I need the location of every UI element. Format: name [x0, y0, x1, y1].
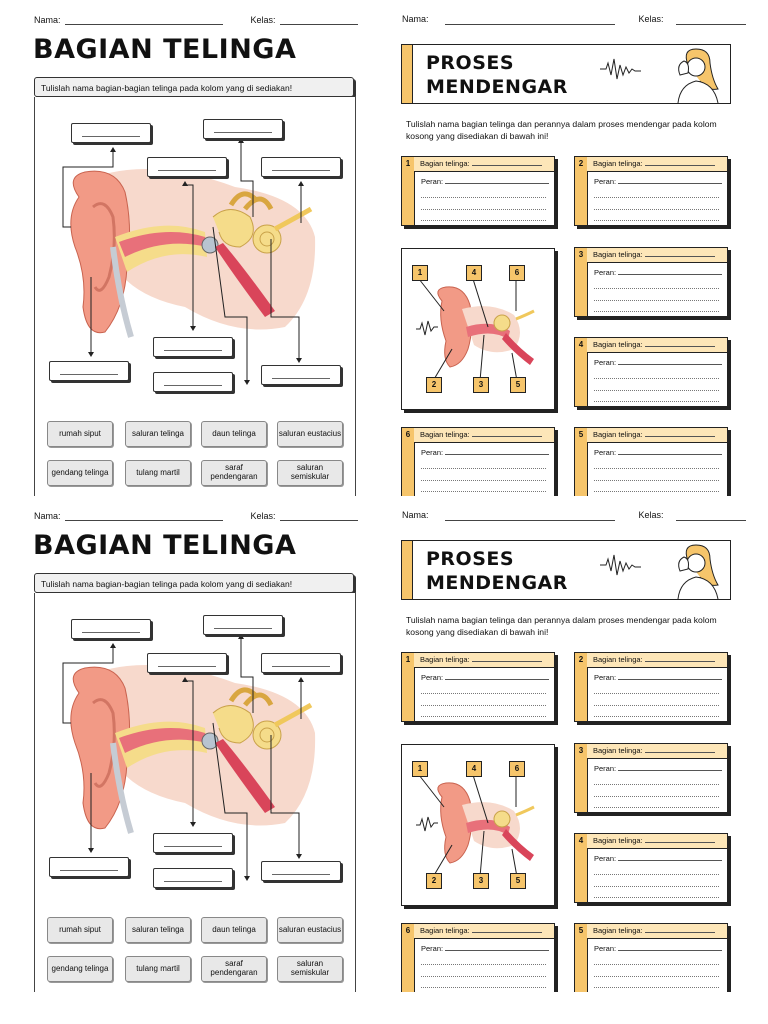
- word-chip[interactable]: saluran semiskular: [277, 460, 343, 486]
- answer-card[interactable]: [574, 156, 728, 226]
- peran-label: Peran:: [594, 448, 617, 457]
- answer-box[interactable]: [203, 615, 283, 635]
- diagram-number-tag: 2: [426, 377, 442, 393]
- bagian-label: Bagian telinga:: [420, 655, 470, 664]
- answer-box[interactable]: [71, 123, 151, 143]
- peran-label: Peran:: [594, 764, 617, 773]
- page-title: BAGIAN TELINGA: [33, 530, 297, 561]
- answer-box[interactable]: [203, 119, 283, 139]
- ear-diagram-frame: [34, 593, 356, 992]
- nama-label: Nama:: [402, 14, 429, 24]
- peran-label: Peran:: [421, 448, 444, 457]
- word-chip[interactable]: saraf pendengaran: [201, 956, 267, 982]
- peran-label: Peran:: [594, 944, 617, 953]
- word-chip[interactable]: saluran eustacius: [277, 917, 343, 943]
- bagian-label: Bagian telinga:: [593, 926, 643, 935]
- name-class-row: [402, 510, 752, 521]
- answer-card[interactable]: [574, 833, 728, 903]
- diagram-number-tag: 5: [510, 873, 526, 889]
- title-line-2: MENDENGAR: [426, 76, 568, 98]
- bagian-label: Bagian telinga:: [593, 340, 643, 349]
- diagram-number-tag: 1: [412, 265, 428, 281]
- name-class-row: [34, 510, 358, 521]
- peran-label: Peran:: [421, 673, 444, 682]
- answer-card[interactable]: [401, 156, 555, 226]
- listening-girl-illustration: [598, 45, 728, 103]
- answer-card[interactable]: [574, 923, 728, 992]
- card-number: 4: [578, 340, 584, 349]
- word-chip[interactable]: rumah siput: [47, 917, 113, 943]
- answer-box[interactable]: [261, 365, 341, 385]
- card-number: 5: [578, 926, 584, 935]
- answer-box[interactable]: [71, 619, 151, 639]
- kelas-field[interactable]: [676, 510, 746, 521]
- instruction-text: Tulislah nama bagian telinga dan perannya dalam proses mendengar pada kolom kosong yang disediakan di bawah ini!: [406, 615, 717, 637]
- word-chip[interactable]: rumah siput: [47, 421, 113, 447]
- card-number: 2: [578, 159, 584, 168]
- kelas-field[interactable]: [676, 14, 746, 25]
- peran-label: Peran:: [594, 268, 617, 277]
- answer-card[interactable]: [574, 743, 728, 813]
- answer-box[interactable]: [153, 833, 233, 853]
- word-chip[interactable]: tulang martil: [125, 460, 191, 486]
- title-line-1: PROSES: [426, 52, 515, 74]
- answer-box[interactable]: [261, 653, 341, 673]
- worksheet-proses-mendengar: [384, 0, 768, 496]
- answer-box[interactable]: [261, 157, 341, 177]
- nama-field[interactable]: [65, 510, 223, 521]
- nama-field[interactable]: [445, 510, 615, 521]
- worksheet-pair-top: [0, 0, 768, 496]
- card-number: 3: [578, 746, 584, 755]
- page-title: [426, 547, 568, 595]
- banner-accent-bar: [402, 541, 413, 599]
- name-class-row: [402, 14, 752, 25]
- word-chip[interactable]: tulang martil: [125, 956, 191, 982]
- answer-card[interactable]: [574, 337, 728, 407]
- word-chip[interactable]: saluran telinga: [125, 917, 191, 943]
- numbered-ear-diagram: [401, 744, 555, 906]
- peran-label: Peran:: [594, 358, 617, 367]
- diagram-number-tag: 1: [412, 761, 428, 777]
- diagram-number-tag: 6: [509, 761, 525, 777]
- answer-box[interactable]: [147, 157, 227, 177]
- nama-label: Nama:: [402, 510, 429, 520]
- title-banner: [401, 540, 731, 600]
- kelas-label: Kelas:: [250, 15, 276, 25]
- bagian-label: Bagian telinga:: [420, 430, 470, 439]
- diagram-number-tag: 6: [509, 265, 525, 281]
- ear-diagram-frame: [34, 97, 356, 496]
- card-number: 6: [405, 926, 411, 935]
- kelas-field[interactable]: [280, 510, 358, 521]
- peran-label: Peran:: [594, 177, 617, 186]
- word-chip[interactable]: daun telinga: [201, 421, 267, 447]
- word-chip[interactable]: saluran semiskular: [277, 956, 343, 982]
- bagian-label: Bagian telinga:: [593, 250, 643, 259]
- nama-label: Nama:: [34, 511, 61, 521]
- diagram-number-tag: 5: [510, 377, 526, 393]
- card-number: 1: [405, 655, 411, 664]
- worksheet-pair-bottom: [0, 496, 768, 1024]
- diagram-number-tag: 4: [466, 761, 482, 777]
- bagian-label: Bagian telinga:: [420, 159, 470, 168]
- diagram-number-tag: 2: [426, 873, 442, 889]
- peran-label: Peran:: [421, 944, 444, 953]
- nama-label: Nama:: [34, 15, 61, 25]
- kelas-label: Kelas:: [638, 510, 664, 520]
- instruction-text: Tulislah nama bagian telinga dan perannya dalam proses mendengar pada kolom kosong yang disediakan di bawah ini!: [406, 119, 717, 141]
- answer-card[interactable]: [574, 427, 728, 496]
- word-chip[interactable]: saluran telinga: [125, 421, 191, 447]
- card-number: 4: [578, 836, 584, 845]
- worksheet-bagian-telinga: [0, 496, 384, 992]
- peran-label: Peran:: [594, 673, 617, 682]
- diagram-number-tag: 3: [473, 377, 489, 393]
- bagian-label: Bagian telinga:: [593, 159, 643, 168]
- card-number: 6: [405, 430, 411, 439]
- diagram-number-tag: 3: [473, 873, 489, 889]
- page-title: BAGIAN TELINGA: [33, 34, 297, 65]
- answer-box[interactable]: [261, 861, 341, 881]
- kelas-field[interactable]: [280, 14, 358, 25]
- word-chip[interactable]: saraf pendengaran: [201, 460, 267, 486]
- diagram-number-tag: 4: [466, 265, 482, 281]
- bagian-label: Bagian telinga:: [593, 655, 643, 664]
- answer-box[interactable]: [49, 857, 129, 877]
- card-number: 5: [578, 430, 584, 439]
- worksheet-bagian-telinga: [0, 0, 384, 496]
- page-title: [426, 51, 568, 99]
- numbered-ear-diagram: [401, 248, 555, 410]
- word-chip[interactable]: saluran eustacius: [277, 421, 343, 447]
- bagian-label: Bagian telinga:: [593, 836, 643, 845]
- worksheet-proses-mendengar: [384, 496, 768, 992]
- peran-label: Peran:: [594, 854, 617, 863]
- card-number: 2: [578, 655, 584, 664]
- answer-card[interactable]: [574, 652, 728, 722]
- word-chip[interactable]: daun telinga: [201, 917, 267, 943]
- answer-box[interactable]: [153, 337, 233, 357]
- instruction-box: Tulislah nama bagian-bagian telinga pada kolom yang di sediakan!: [34, 573, 354, 593]
- kelas-label: Kelas:: [638, 14, 664, 24]
- word-chip[interactable]: gendang telinga: [47, 460, 113, 486]
- card-number: 3: [578, 250, 584, 259]
- word-chip[interactable]: gendang telinga: [47, 956, 113, 982]
- nama-field[interactable]: [445, 14, 615, 25]
- answer-card[interactable]: [401, 652, 555, 722]
- answer-card[interactable]: [401, 923, 555, 992]
- answer-card[interactable]: [574, 247, 728, 317]
- banner-accent-bar: [402, 45, 413, 103]
- bagian-label: Bagian telinga:: [593, 430, 643, 439]
- title-line-1: PROSES: [426, 548, 515, 570]
- title-line-2: MENDENGAR: [426, 572, 568, 594]
- instruction-box: Tulislah nama bagian-bagian telinga pada kolom yang di sediakan!: [34, 77, 354, 97]
- bagian-label: Bagian telinga:: [593, 746, 643, 755]
- answer-box[interactable]: [153, 372, 233, 392]
- title-banner: [401, 44, 731, 104]
- bagian-label: Bagian telinga:: [420, 926, 470, 935]
- card-number: 1: [405, 159, 411, 168]
- name-class-row: [34, 14, 358, 25]
- peran-label: Peran:: [421, 177, 444, 186]
- answer-card[interactable]: [401, 427, 555, 496]
- answer-box[interactable]: [153, 868, 233, 888]
- listening-girl-illustration: [598, 541, 728, 599]
- answer-box[interactable]: [147, 653, 227, 673]
- kelas-label: Kelas:: [250, 511, 276, 521]
- answer-box[interactable]: [49, 361, 129, 381]
- nama-field[interactable]: [65, 14, 223, 25]
